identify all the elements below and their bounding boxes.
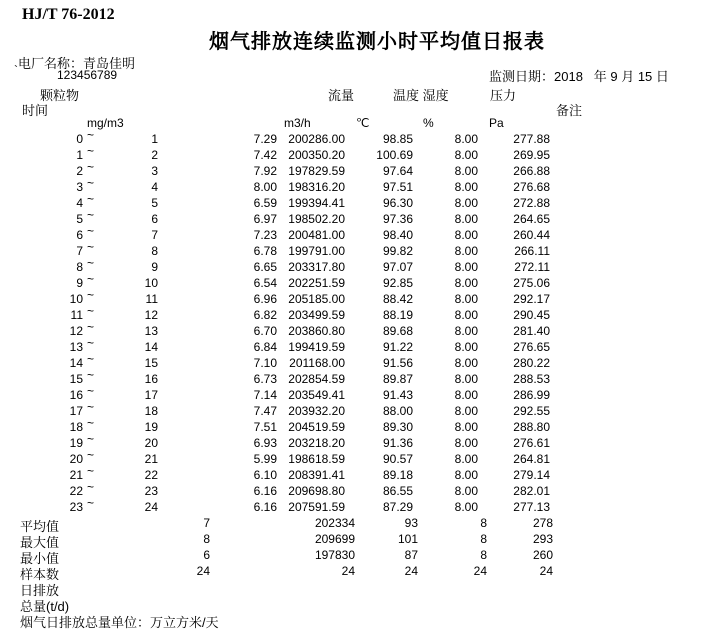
tilde-separator: ~	[87, 400, 95, 414]
temperature-value: 96.30	[382, 196, 413, 210]
hour-start: 13	[69, 340, 83, 354]
summary-humidity: 8	[480, 532, 487, 546]
unit-flow: m3/h	[284, 116, 311, 130]
flow-value: 200481.00	[288, 228, 345, 242]
temperature-value: 89.68	[382, 324, 413, 338]
table-row	[0, 304, 704, 324]
hour-start: 1	[76, 148, 83, 162]
summary-particulate: 7	[203, 516, 210, 530]
hour-end: 17	[144, 388, 158, 402]
particulate-value: 6.93	[253, 436, 277, 450]
humidity-value: 8.00	[454, 452, 478, 466]
humidity-value: 8.00	[454, 228, 478, 242]
table-row	[0, 352, 704, 372]
temperature-value: 88.00	[382, 404, 413, 418]
tilde-separator: ~	[87, 464, 95, 478]
table-row	[0, 336, 704, 356]
pressure-value: 264.81	[513, 452, 550, 466]
humidity-value: 8.00	[454, 324, 478, 338]
table-row	[0, 272, 704, 292]
table-row	[0, 432, 704, 452]
temperature-value: 91.36	[382, 436, 413, 450]
temperature-value: 98.85	[382, 132, 413, 146]
hour-end: 11	[145, 292, 158, 306]
summary-particulate: 8	[203, 532, 210, 546]
table-row	[0, 480, 704, 500]
tilde-separator: ~	[87, 192, 95, 206]
humidity-value: 8.00	[454, 148, 478, 162]
tilde-separator: ~	[87, 176, 95, 190]
pressure-value: 292.55	[513, 404, 550, 418]
particulate-value: 6.54	[253, 276, 277, 290]
temperature-value: 97.64	[382, 164, 413, 178]
unit-particulate: mg/m3	[87, 116, 124, 130]
hour-start: 19	[69, 436, 83, 450]
table-row	[0, 240, 704, 260]
tilde-separator: ~	[87, 288, 95, 302]
flow-value: 203218.20	[288, 436, 345, 450]
hour-end: 21	[144, 452, 158, 466]
tilde-separator: ~	[87, 320, 95, 334]
tilde-separator: ~	[87, 352, 95, 366]
hour-end: 16	[144, 372, 158, 386]
particulate-value: 7.10	[253, 356, 277, 370]
column-header-temp-humidity: 温度 湿度	[393, 88, 449, 103]
humidity-value: 8.00	[454, 132, 478, 146]
flow-value: 208391.41	[288, 468, 345, 482]
hour-start: 10	[69, 292, 83, 306]
hour-start: 23	[69, 500, 83, 514]
temperature-value: 89.30	[382, 420, 413, 434]
pressure-value: 266.88	[513, 164, 550, 178]
hour-end: 2	[151, 148, 158, 162]
hour-end: 8	[151, 244, 158, 258]
summary-pressure: 260	[532, 548, 553, 562]
temperature-value: 90.57	[382, 452, 413, 466]
hour-start: 14	[69, 356, 83, 370]
flow-value: 199791.00	[288, 244, 345, 258]
humidity-value: 8.00	[454, 484, 478, 498]
hour-end: 10	[144, 276, 158, 290]
table-row	[0, 368, 704, 388]
hour-start: 9	[76, 276, 83, 290]
summary-label: 样本数	[20, 567, 60, 582]
hour-start: 7	[76, 244, 83, 258]
summary-flow: 24	[341, 564, 355, 578]
pressure-value: 272.11	[514, 260, 550, 274]
pressure-value: 272.88	[513, 196, 550, 210]
pressure-value: 264.65	[513, 212, 550, 226]
summary-pressure: 278	[532, 516, 553, 530]
summary-temperature: 93	[404, 516, 418, 530]
hour-end: 1	[151, 132, 158, 146]
particulate-value: 6.70	[253, 324, 277, 338]
flow-value: 204519.59	[288, 420, 345, 434]
flow-value: 202854.59	[288, 372, 345, 386]
hour-end: 13	[144, 324, 158, 338]
table-row	[0, 208, 704, 228]
hour-start: 4	[76, 196, 83, 210]
hour-start: 15	[69, 372, 83, 386]
temperature-value: 92.85	[382, 276, 413, 290]
tilde-separator: ~	[87, 496, 95, 510]
pressure-value: 277.88	[513, 132, 550, 146]
particulate-value: 7.47	[253, 404, 277, 418]
hour-end: 22	[144, 468, 158, 482]
temperature-value: 91.56	[382, 356, 413, 370]
hour-end: 4	[151, 180, 158, 194]
pressure-value: 281.40	[513, 324, 550, 338]
temperature-value: 97.36	[382, 212, 413, 226]
pressure-value: 288.80	[513, 420, 550, 434]
humidity-value: 8.00	[454, 420, 478, 434]
particulate-value: 5.99	[253, 452, 277, 466]
temperature-value: 99.82	[382, 244, 413, 258]
unit-temperature: ℃	[356, 116, 370, 130]
tilde-separator: ~	[87, 160, 95, 174]
unit-humidity: %	[423, 116, 434, 130]
temperature-value: 97.07	[382, 260, 413, 274]
pressure-value: 282.01	[513, 484, 550, 498]
summary-row	[0, 516, 704, 532]
hour-end: 12	[144, 308, 158, 322]
particulate-value: 7.92	[253, 164, 277, 178]
hour-start: 0	[76, 132, 83, 146]
flow-value: 203317.80	[288, 260, 345, 274]
temperature-value: 100.69	[376, 148, 413, 162]
pressure-value: 276.68	[513, 180, 550, 194]
hour-start: 12	[69, 324, 83, 338]
table-row	[0, 320, 704, 340]
hour-start: 8	[76, 260, 83, 274]
flow-value: 203549.41	[288, 388, 345, 402]
hour-end: 6	[151, 212, 158, 226]
particulate-value: 7.23	[253, 228, 277, 242]
summary-flow: 209699	[314, 532, 355, 546]
tilde-separator: ~	[87, 128, 95, 142]
tilde-separator: ~	[87, 432, 95, 446]
stray-mark: `	[14, 63, 18, 77]
humidity-value: 8.00	[454, 212, 478, 226]
summary-label: 最大值	[20, 535, 60, 550]
particulate-value: 6.82	[253, 308, 277, 322]
summary-row	[0, 532, 704, 548]
flow-value: 197829.59	[288, 164, 345, 178]
particulate-value: 7.14	[253, 388, 277, 402]
particulate-value: 6.16	[253, 484, 277, 498]
humidity-value: 8.00	[454, 180, 478, 194]
particulate-value: 6.73	[253, 372, 277, 386]
hour-start: 16	[69, 388, 83, 402]
flow-value: 203860.80	[288, 324, 345, 338]
temperature-value: 87.29	[382, 500, 413, 514]
total-label: 总量(t/d)	[20, 599, 70, 614]
flow-value: 198502.20	[288, 212, 345, 226]
hour-end: 20	[144, 436, 158, 450]
pressure-value: 288.53	[513, 372, 550, 386]
particulate-value: 7.51	[253, 420, 277, 434]
summary-humidity: 8	[480, 548, 487, 562]
hour-end: 24	[144, 500, 158, 514]
summary-label: 平均值	[20, 519, 60, 534]
particulate-value: 6.65	[253, 260, 277, 274]
summary-pressure: 293	[532, 532, 553, 546]
humidity-value: 8.00	[454, 340, 478, 354]
humidity-value: 8.00	[454, 276, 478, 290]
hour-start: 18	[69, 420, 83, 434]
particulate-value: 6.10	[253, 468, 277, 482]
summary-row	[0, 564, 704, 580]
hour-end: 5	[151, 196, 158, 210]
particulate-value: 8.00	[253, 180, 277, 194]
tilde-separator: ~	[87, 416, 95, 430]
page-title: 烟气排放连续监测小时平均值日报表	[209, 31, 545, 53]
tilde-separator: ~	[87, 224, 95, 238]
particulate-value: 6.96	[253, 292, 277, 306]
humidity-value: 8.00	[454, 500, 478, 514]
table-row	[0, 448, 704, 468]
summary-temperature: 24	[404, 564, 418, 578]
flow-value: 201168.00	[289, 356, 345, 370]
temperature-value: 88.42	[382, 292, 413, 306]
humidity-value: 8.00	[454, 196, 478, 210]
monitoring-date: 监测日期：2018 年 9 月 15 日	[489, 69, 669, 84]
hour-start: 22	[69, 484, 83, 498]
table-row	[0, 160, 704, 180]
summary-rows	[0, 516, 704, 580]
temperature-value: 89.87	[382, 372, 413, 386]
hour-start: 3	[76, 180, 83, 194]
summary-temperature: 87	[404, 548, 418, 562]
table-row	[0, 224, 704, 244]
column-header-particulate: 颗粒物	[40, 88, 80, 103]
temperature-value: 97.51	[382, 180, 413, 194]
pressure-value: 290.45	[513, 308, 550, 322]
tilde-separator: ~	[87, 256, 95, 270]
humidity-value: 8.00	[454, 436, 478, 450]
daily-emission-label: 日排放	[20, 583, 60, 598]
hour-start: 2	[76, 164, 83, 178]
table-row	[0, 464, 704, 484]
table-row	[0, 176, 704, 196]
particulate-value: 7.42	[253, 148, 277, 162]
humidity-value: 8.00	[454, 388, 478, 402]
hour-end: 7	[151, 228, 158, 242]
summary-flow: 202334	[314, 516, 355, 530]
hour-start: 21	[69, 468, 83, 482]
hour-end: 23	[144, 484, 158, 498]
flow-value: 207591.59	[288, 500, 345, 514]
pressure-value: 269.95	[513, 148, 550, 162]
hour-start: 20	[69, 452, 83, 466]
humidity-value: 8.00	[454, 468, 478, 482]
particulate-value: 6.78	[253, 244, 277, 258]
pressure-value: 279.14	[513, 468, 550, 482]
column-header-pressure: 压力	[490, 88, 517, 103]
particulate-value: 6.84	[253, 340, 277, 354]
hour-start: 5	[76, 212, 83, 226]
temperature-value: 98.40	[382, 228, 413, 242]
hour-end: 14	[144, 340, 158, 354]
temperature-value: 89.18	[382, 468, 413, 482]
tilde-separator: ~	[87, 480, 95, 494]
pressure-value: 277.13	[513, 500, 550, 514]
particulate-value: 6.16	[253, 500, 277, 514]
temperature-value: 88.19	[382, 308, 413, 322]
flow-value: 200286.00	[288, 132, 345, 146]
flow-value: 200350.20	[288, 148, 345, 162]
table-row	[0, 416, 704, 436]
table-row	[0, 192, 704, 212]
table-row	[0, 144, 704, 164]
hourly-data-rows	[0, 128, 704, 516]
pressure-value: 275.06	[513, 276, 550, 290]
flow-value: 203499.59	[288, 308, 345, 322]
tilde-separator: ~	[87, 208, 95, 222]
column-header-remark: 备注	[556, 103, 583, 118]
pressure-value: 292.17	[513, 292, 550, 306]
summary-temperature: 101	[397, 532, 418, 546]
humidity-value: 8.00	[454, 164, 478, 178]
temperature-value: 86.55	[382, 484, 413, 498]
standard-number: HJ/T 76-2012	[22, 6, 115, 23]
pressure-value: 280.22	[513, 356, 550, 370]
flow-value: 199394.41	[288, 196, 345, 210]
flow-value: 202251.59	[288, 276, 345, 290]
summary-particulate: 24	[196, 564, 210, 578]
humidity-value: 8.00	[454, 404, 478, 418]
tilde-separator: ~	[87, 144, 95, 158]
hour-end: 15	[144, 356, 158, 370]
tilde-separator: ~	[87, 272, 95, 286]
humidity-value: 8.00	[454, 244, 478, 258]
temperature-value: 91.22	[382, 340, 413, 354]
tilde-separator: ~	[87, 384, 95, 398]
column-header-flow: 流量	[328, 88, 355, 103]
flow-value: 203932.20	[288, 404, 345, 418]
table-row	[0, 256, 704, 276]
hour-start: 17	[69, 404, 83, 418]
summary-label: 最小值	[20, 551, 60, 566]
summary-particulate: 6	[203, 548, 210, 562]
hour-start: 11	[70, 308, 83, 322]
column-header-time: 时间	[22, 103, 49, 118]
pressure-value: 266.11	[514, 244, 550, 258]
tilde-separator: ~	[87, 368, 95, 382]
table-row	[0, 496, 704, 516]
plant-name-field: 电厂名称：青岛佳明	[18, 56, 136, 71]
pressure-value: 276.61	[513, 436, 550, 450]
flow-value: 205185.00	[288, 292, 345, 306]
particulate-value: 6.59	[253, 196, 277, 210]
hour-end: 19	[144, 420, 158, 434]
emission-unit-note: 烟气日排放总量单位：万立方米/天	[20, 615, 219, 630]
humidity-value: 8.00	[454, 356, 478, 370]
summary-humidity: 8	[480, 516, 487, 530]
table-row	[0, 400, 704, 420]
unit-pressure: Pa	[489, 116, 504, 130]
summary-row	[0, 548, 704, 564]
table-row	[0, 384, 704, 404]
table-row	[0, 128, 704, 148]
humidity-value: 8.00	[454, 292, 478, 306]
summary-flow: 197830	[314, 548, 355, 562]
hour-end: 3	[151, 164, 158, 178]
tilde-separator: ~	[87, 240, 95, 254]
table-row	[0, 288, 704, 308]
plant-code: 123456789	[57, 68, 118, 82]
humidity-value: 8.00	[454, 308, 478, 322]
pressure-value: 260.44	[513, 228, 550, 242]
flow-value: 199419.59	[288, 340, 345, 354]
pressure-value: 276.65	[513, 340, 550, 354]
humidity-value: 8.00	[454, 260, 478, 274]
pressure-value: 286.99	[513, 388, 550, 402]
particulate-value: 6.97	[253, 212, 277, 226]
tilde-separator: ~	[87, 448, 95, 462]
hour-end: 9	[151, 260, 158, 274]
particulate-value: 7.29	[253, 132, 277, 146]
flow-value: 198316.20	[288, 180, 345, 194]
summary-pressure: 24	[539, 564, 553, 578]
tilde-separator: ~	[87, 304, 95, 318]
hour-end: 18	[144, 404, 158, 418]
hour-start: 6	[76, 228, 83, 242]
temperature-value: 91.43	[382, 388, 413, 402]
humidity-value: 8.00	[454, 372, 478, 386]
flow-value: 209698.80	[288, 484, 345, 498]
summary-humidity: 24	[473, 564, 487, 578]
flow-value: 198618.59	[288, 452, 345, 466]
tilde-separator: ~	[87, 336, 95, 350]
